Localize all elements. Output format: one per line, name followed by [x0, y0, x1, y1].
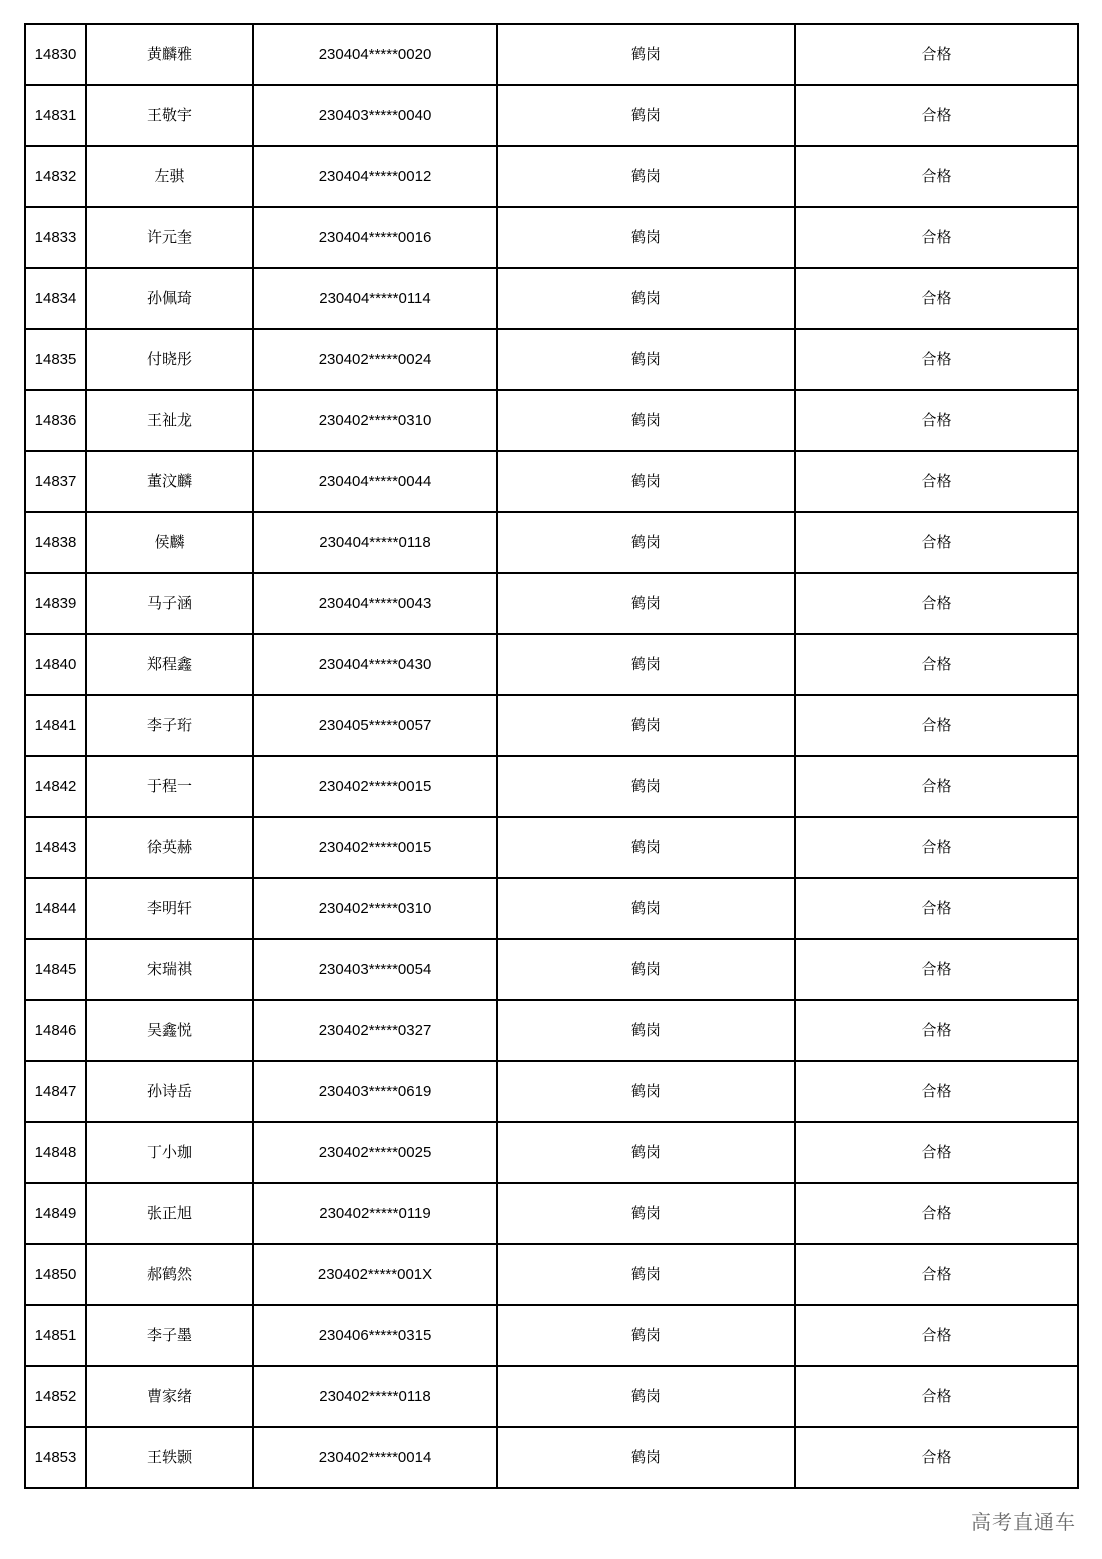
city-cell: 鹤岗	[497, 1122, 795, 1183]
city-cell: 鹤岗	[497, 85, 795, 146]
serial-number-cell: 14837	[25, 451, 86, 512]
city-cell: 鹤岗	[497, 573, 795, 634]
id-number-cell: 230403*****0054	[253, 939, 497, 1000]
watermark-text: 高考直通车	[971, 1506, 1076, 1535]
city-cell: 鹤岗	[497, 451, 795, 512]
table-row	[25, 878, 1078, 939]
table-row	[25, 634, 1078, 695]
name-cell: 吴鑫悦	[86, 1000, 253, 1061]
city-cell: 鹤岗	[497, 1244, 795, 1305]
status-cell: 合格	[795, 756, 1078, 817]
status-cell: 合格	[795, 695, 1078, 756]
table-row	[25, 1305, 1078, 1366]
name-cell: 于程一	[86, 756, 253, 817]
name-cell: 左骐	[86, 146, 253, 207]
serial-number-cell: 14851	[25, 1305, 86, 1366]
serial-number-cell: 14833	[25, 207, 86, 268]
id-number-cell: 230402*****0310	[253, 878, 497, 939]
table-row	[25, 146, 1078, 207]
status-cell: 合格	[795, 817, 1078, 878]
serial-number-cell: 14838	[25, 512, 86, 573]
table-row	[25, 268, 1078, 329]
status-cell: 合格	[795, 451, 1078, 512]
status-cell: 合格	[795, 634, 1078, 695]
city-cell: 鹤岗	[497, 1427, 795, 1488]
table-row	[25, 695, 1078, 756]
city-cell: 鹤岗	[497, 24, 795, 85]
table-row	[25, 207, 1078, 268]
id-number-cell: 230404*****0044	[253, 451, 497, 512]
table-row	[25, 1244, 1078, 1305]
city-cell: 鹤岗	[497, 817, 795, 878]
name-cell: 王祉龙	[86, 390, 253, 451]
name-cell: 宋瑞祺	[86, 939, 253, 1000]
city-cell: 鹤岗	[497, 756, 795, 817]
table-row	[25, 573, 1078, 634]
name-cell: 王轶颢	[86, 1427, 253, 1488]
status-cell: 合格	[795, 1305, 1078, 1366]
status-cell: 合格	[795, 1366, 1078, 1427]
roster-table	[24, 23, 1079, 1489]
id-number-cell: 230402*****0025	[253, 1122, 497, 1183]
city-cell: 鹤岗	[497, 146, 795, 207]
roster-sheet	[24, 23, 1079, 1489]
status-cell: 合格	[795, 390, 1078, 451]
table-row	[25, 1427, 1078, 1488]
status-cell: 合格	[795, 329, 1078, 390]
name-cell: 徐英赫	[86, 817, 253, 878]
id-number-cell: 230406*****0315	[253, 1305, 497, 1366]
name-cell: 李子墨	[86, 1305, 253, 1366]
table-row	[25, 390, 1078, 451]
city-cell: 鹤岗	[497, 1305, 795, 1366]
id-number-cell: 230404*****0012	[253, 146, 497, 207]
id-number-cell: 230404*****0430	[253, 634, 497, 695]
id-number-cell: 230402*****0119	[253, 1183, 497, 1244]
id-number-cell: 230404*****0114	[253, 268, 497, 329]
id-number-cell: 230402*****0024	[253, 329, 497, 390]
serial-number-cell: 14834	[25, 268, 86, 329]
serial-number-cell: 14847	[25, 1061, 86, 1122]
name-cell: 曹家绪	[86, 1366, 253, 1427]
serial-number-cell: 14842	[25, 756, 86, 817]
name-cell: 马子涵	[86, 573, 253, 634]
serial-number-cell: 14850	[25, 1244, 86, 1305]
serial-number-cell: 14840	[25, 634, 86, 695]
name-cell: 孙佩琦	[86, 268, 253, 329]
city-cell: 鹤岗	[497, 329, 795, 390]
serial-number-cell: 14844	[25, 878, 86, 939]
table-row	[25, 1000, 1078, 1061]
status-cell: 合格	[795, 24, 1078, 85]
name-cell: 许元奎	[86, 207, 253, 268]
id-number-cell: 230402*****0118	[253, 1366, 497, 1427]
city-cell: 鹤岗	[497, 207, 795, 268]
id-number-cell: 230404*****0043	[253, 573, 497, 634]
name-cell: 张正旭	[86, 1183, 253, 1244]
table-row	[25, 939, 1078, 1000]
id-number-cell: 230402*****001X	[253, 1244, 497, 1305]
id-number-cell: 230402*****0015	[253, 817, 497, 878]
name-cell: 孙诗岳	[86, 1061, 253, 1122]
serial-number-cell: 14846	[25, 1000, 86, 1061]
table-row	[25, 1183, 1078, 1244]
city-cell: 鹤岗	[497, 1061, 795, 1122]
serial-number-cell: 14852	[25, 1366, 86, 1427]
city-cell: 鹤岗	[497, 939, 795, 1000]
serial-number-cell: 14839	[25, 573, 86, 634]
city-cell: 鹤岗	[497, 1183, 795, 1244]
id-number-cell: 230404*****0020	[253, 24, 497, 85]
name-cell: 付晓彤	[86, 329, 253, 390]
name-cell: 李明轩	[86, 878, 253, 939]
table-row	[25, 329, 1078, 390]
table-row	[25, 1061, 1078, 1122]
city-cell: 鹤岗	[497, 390, 795, 451]
table-row	[25, 451, 1078, 512]
status-cell: 合格	[795, 512, 1078, 573]
serial-number-cell: 14849	[25, 1183, 86, 1244]
id-number-cell: 230404*****0118	[253, 512, 497, 573]
status-cell: 合格	[795, 1427, 1078, 1488]
serial-number-cell: 14832	[25, 146, 86, 207]
status-cell: 合格	[795, 268, 1078, 329]
serial-number-cell: 14843	[25, 817, 86, 878]
status-cell: 合格	[795, 1244, 1078, 1305]
status-cell: 合格	[795, 1061, 1078, 1122]
name-cell: 董汶麟	[86, 451, 253, 512]
id-number-cell: 230405*****0057	[253, 695, 497, 756]
serial-number-cell: 14836	[25, 390, 86, 451]
status-cell: 合格	[795, 1000, 1078, 1061]
name-cell: 侯麟	[86, 512, 253, 573]
id-number-cell: 230402*****0327	[253, 1000, 497, 1061]
serial-number-cell: 14841	[25, 695, 86, 756]
status-cell: 合格	[795, 573, 1078, 634]
serial-number-cell: 14848	[25, 1122, 86, 1183]
id-number-cell: 230402*****0015	[253, 756, 497, 817]
serial-number-cell: 14830	[25, 24, 86, 85]
name-cell: 王敬宇	[86, 85, 253, 146]
name-cell: 丁小珈	[86, 1122, 253, 1183]
roster-table-body	[25, 24, 1078, 1488]
table-row	[25, 1366, 1078, 1427]
city-cell: 鹤岗	[497, 695, 795, 756]
id-number-cell: 230403*****0040	[253, 85, 497, 146]
serial-number-cell: 14853	[25, 1427, 86, 1488]
table-row	[25, 817, 1078, 878]
serial-number-cell: 14835	[25, 329, 86, 390]
table-row	[25, 24, 1078, 85]
status-cell: 合格	[795, 207, 1078, 268]
status-cell: 合格	[795, 146, 1078, 207]
name-cell: 黄麟雅	[86, 24, 253, 85]
id-number-cell: 230402*****0310	[253, 390, 497, 451]
id-number-cell: 230403*****0619	[253, 1061, 497, 1122]
serial-number-cell: 14845	[25, 939, 86, 1000]
status-cell: 合格	[795, 85, 1078, 146]
name-cell: 郑程鑫	[86, 634, 253, 695]
table-row	[25, 756, 1078, 817]
city-cell: 鹤岗	[497, 1000, 795, 1061]
serial-number-cell: 14831	[25, 85, 86, 146]
id-number-cell: 230402*****0014	[253, 1427, 497, 1488]
city-cell: 鹤岗	[497, 512, 795, 573]
status-cell: 合格	[795, 878, 1078, 939]
city-cell: 鹤岗	[497, 878, 795, 939]
city-cell: 鹤岗	[497, 1366, 795, 1427]
city-cell: 鹤岗	[497, 634, 795, 695]
name-cell: 李子珩	[86, 695, 253, 756]
id-number-cell: 230404*****0016	[253, 207, 497, 268]
table-row	[25, 512, 1078, 573]
table-row	[25, 85, 1078, 146]
status-cell: 合格	[795, 1122, 1078, 1183]
status-cell: 合格	[795, 939, 1078, 1000]
status-cell: 合格	[795, 1183, 1078, 1244]
table-row	[25, 1122, 1078, 1183]
name-cell: 郝鹤然	[86, 1244, 253, 1305]
city-cell: 鹤岗	[497, 268, 795, 329]
